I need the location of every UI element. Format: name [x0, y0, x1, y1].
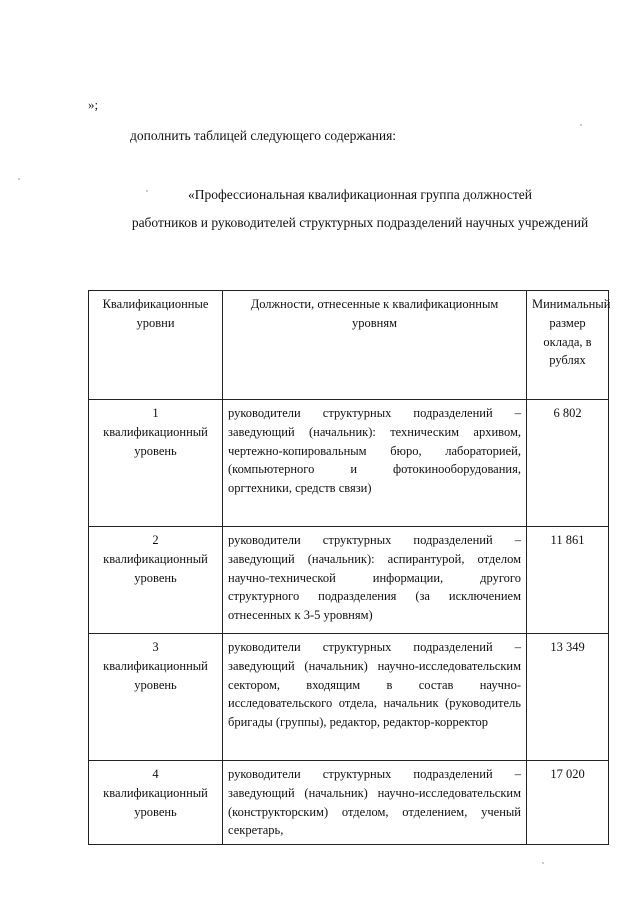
salary-cell: 11 861	[527, 527, 609, 634]
positions-cell: руководители структурных подразделений – заведующий (начальник) научно-исследовательским (конструкторским) отделом, отделением, ученый секретарь,	[223, 761, 527, 845]
scan-speck	[542, 862, 544, 864]
table-title-line-2: работников и руководителей структурных подразделений научных учреждений	[131, 215, 589, 230]
level-word: квалификационный уровень	[103, 658, 208, 692]
table-row	[89, 527, 609, 634]
closing-quote: »;	[88, 97, 99, 112]
level-word: квалификационный уровень	[103, 551, 208, 585]
qualification-table	[88, 290, 609, 845]
table-row	[89, 634, 609, 761]
scan-speck	[580, 124, 582, 126]
header-salary: Минимальный размер оклада, в рублях	[527, 291, 609, 400]
level-cell	[89, 400, 223, 527]
scan-speck	[18, 178, 20, 180]
intro-text: дополнить таблицей следующего содержания:	[130, 128, 397, 143]
level-cell	[89, 634, 223, 761]
header-levels: Квалификационные уровни	[89, 291, 223, 400]
positions-cell: руководители структурных подразделений – заведующий (начальник) научно-исследовательским сектором, входящим в состав научно-исследовательского отдела, начальник (руководитель бригады (группы), редактор, редактор-корректор	[223, 634, 527, 761]
salary-cell: 6 802	[527, 400, 609, 527]
table-row	[89, 761, 609, 845]
table-row	[89, 400, 609, 527]
level-number: 4	[152, 767, 159, 781]
level-number: 1	[152, 406, 159, 420]
level-number: 3	[152, 640, 159, 654]
level-word: квалификационный уровень	[103, 424, 208, 458]
salary-cell: 13 349	[527, 634, 609, 761]
level-cell	[89, 527, 223, 634]
positions-cell: руководители структурных подразделений – заведующий (начальник): аспирантурой, отделом научно-технической информации, другого структурного подразделения (за исключением отнесенных к 3-5 уровням)	[223, 527, 527, 634]
positions-cell: руководители структурных подразделений – заведующий (начальник): техническим архивом, чертежно-копировальным бюро, лабораторией, (компьютерного и фотокинооборудования, оргтехники, средств связи)	[223, 400, 527, 527]
table-header-row	[89, 291, 609, 400]
level-number: 2	[152, 533, 159, 547]
level-word: квалификационный уровень	[103, 785, 208, 819]
level-cell	[89, 761, 223, 845]
table-title-line-1: «Профессиональная квалификационная группа должностей	[187, 187, 533, 202]
scan-speck	[146, 190, 148, 192]
header-positions: Должности, отнесенные к квалификационным уровням	[223, 291, 527, 400]
salary-cell: 17 020	[527, 761, 609, 845]
